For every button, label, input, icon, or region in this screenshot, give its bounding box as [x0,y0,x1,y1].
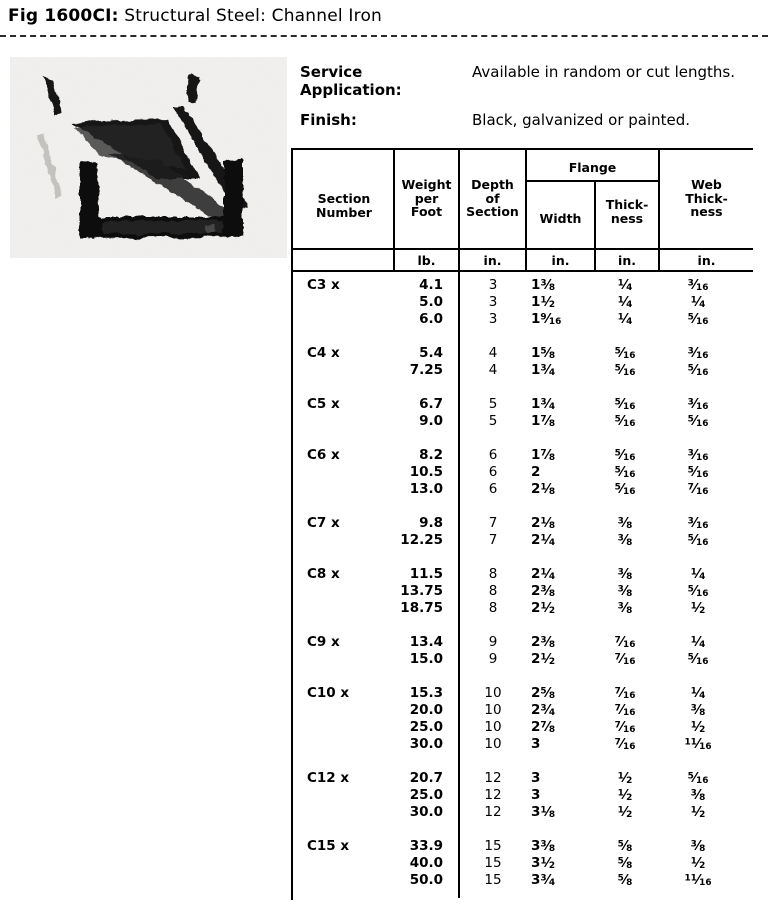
cell-depth-of-section: 10 [484,719,502,735]
cell-flange-thickness: $^3⁄_8$ [617,583,633,600]
header-flange-thickness-line2: ness [610,210,644,226]
header-width-label: Width [539,211,582,226]
units-width: in. [551,253,570,268]
cell-web-thickness: $^5⁄_{16}$ [687,362,709,379]
cell-flange-width: $1^5⁄_8$ [531,345,556,362]
table-row [293,736,755,753]
cell-depth-of-section: 8 [488,600,498,616]
header-weight-line2: per [414,190,439,206]
cell-section-number: C7 x [307,515,340,531]
cell-flange-thickness: $^5⁄_8$ [617,838,633,855]
cell-web-thickness: $^3⁄_{16}$ [687,277,709,294]
cell-flange-thickness: $^5⁄_{16}$ [614,345,636,362]
cell-flange-width: $2^1⁄_8$ [531,515,556,532]
cell-depth-of-section: 10 [484,702,502,718]
cell-flange-thickness: $^1⁄_2$ [617,770,633,787]
cell-flange-width: $2^3⁄_8$ [531,634,556,651]
cell-flange-width: $3^3⁄_8$ [531,838,556,855]
cell-weight-per-foot: 13.4 [409,634,443,650]
cell-depth-of-section: 8 [488,566,498,582]
cell-flange-thickness: $^3⁄_8$ [617,566,633,583]
cell-flange-width: $2^1⁄_2$ [531,600,556,617]
cell-flange-thickness: $^7⁄_{16}$ [614,651,636,668]
cell-flange-thickness: $^7⁄_{16}$ [614,634,636,651]
cell-web-thickness: $^7⁄_{16}$ [687,481,709,498]
cell-web-thickness: $^5⁄_{16}$ [687,651,709,668]
cell-weight-per-foot: 8.2 [419,447,443,463]
table-row [293,651,755,668]
cell-flange-width: $2^1⁄_4$ [531,532,556,549]
table-row [293,362,755,379]
cell-flange-thickness: $^5⁄_8$ [617,872,633,889]
cell-flange-thickness: $^5⁄_{16}$ [614,396,636,413]
cell-section-number: C15 x [307,838,350,854]
cell-flange-width: $1^9⁄_{16}$ [531,311,562,328]
header-weight-line3: Foot [410,204,443,219]
spec-row-service-application [300,63,760,99]
table-row [293,515,755,532]
cell-flange-width: 2 [531,464,541,480]
cell-web-thickness: $^3⁄_{16}$ [687,515,709,532]
header-flange-width [527,212,594,226]
cell-weight-per-foot: 6.0 [419,311,443,327]
header-web-line2: Thick- [685,190,728,206]
cell-flange-width: $1^3⁄_4$ [531,362,556,379]
service-application-label [300,63,472,99]
table-row [293,447,755,464]
cell-flange-width: $2^3⁄_4$ [531,702,556,719]
table-row [293,396,755,413]
cell-flange-thickness: $^5⁄_{16}$ [614,447,636,464]
cell-flange-thickness: $^7⁄_{16}$ [614,702,636,719]
title-divider [0,35,768,37]
cell-flange-width: $2^1⁄_8$ [531,481,556,498]
table-row [293,838,755,855]
header-section-number-line1: Section [317,191,371,206]
cell-flange-thickness: $^3⁄_8$ [617,532,633,549]
header-depth-line1: Depth [471,177,514,192]
cell-flange-thickness: $^1⁄_2$ [617,787,633,804]
cell-weight-per-foot: 15.0 [409,651,443,667]
cell-weight-per-foot: 15.3 [409,685,443,701]
cell-depth-of-section: 6 [488,464,498,480]
cell-flange-width: 3 [531,787,541,803]
service-application-label-line1: Service [300,63,363,81]
cell-web-thickness: $^3⁄_{16}$ [687,447,709,464]
spec-row-finish [300,111,760,129]
cell-web-thickness: $^5⁄_{16}$ [687,413,709,430]
cell-web-thickness: $^3⁄_8$ [690,787,706,804]
table-row [293,345,755,362]
table-row [293,600,755,617]
cell-web-thickness: $^1⁄_4$ [690,294,706,311]
cell-flange-width: $2^3⁄_8$ [531,583,556,600]
cell-flange-thickness: $^5⁄_{16}$ [614,464,636,481]
cell-web-thickness: $^1⁄_2$ [690,855,706,872]
header-weight-per-foot [395,178,458,219]
cell-flange-width: $1^1⁄_2$ [531,294,556,311]
cell-flange-thickness: $^7⁄_{16}$ [614,719,636,736]
table-row [293,634,755,651]
cell-weight-per-foot: 4.1 [419,277,443,293]
cell-flange-width: $1^7⁄_8$ [531,447,556,464]
cell-weight-per-foot: 5.0 [419,294,443,310]
cell-web-thickness: $^5⁄_{16}$ [687,770,709,787]
figure-title-text: Structural Steel: Channel Iron [118,6,383,26]
cell-flange-width: $3^1⁄_2$ [531,855,556,872]
finish-value: Black, galvanized or painted. [472,111,691,129]
cell-flange-width: $1^3⁄_8$ [531,277,556,294]
cell-section-number: C8 x [307,566,340,582]
cell-depth-of-section: 3 [488,311,498,327]
cell-weight-per-foot: 13.75 [400,583,443,599]
specification-block [300,63,760,131]
cell-weight-per-foot: 10.5 [409,464,443,480]
units-web-thickness: in. [697,253,716,268]
table-row [293,311,755,328]
table-row [293,277,755,294]
cell-weight-per-foot: 5.4 [419,345,443,361]
cell-flange-thickness: $^5⁄_{16}$ [614,481,636,498]
cell-weight-per-foot: 33.9 [409,838,443,854]
cell-section-number: C5 x [307,396,340,412]
cell-flange-thickness: $^7⁄_{16}$ [614,736,636,753]
table-row [293,294,755,311]
table-row [293,583,755,600]
cell-weight-per-foot: 25.0 [409,787,443,803]
cell-depth-of-section: 12 [484,770,502,786]
cell-flange-width: $1^7⁄_8$ [531,413,556,430]
cell-depth-of-section: 7 [488,532,498,548]
cell-web-thickness: $^5⁄_{16}$ [687,583,709,600]
header-web-line3: ness [690,204,723,219]
cell-weight-per-foot: 50.0 [409,872,443,888]
table-row [293,855,755,872]
cell-section-number: C12 x [307,770,350,786]
header-flange-thickness-line1: Thick- [605,197,649,212]
channel-iron-photo [10,57,287,258]
table-row [293,685,755,702]
cell-depth-of-section: 6 [488,481,498,497]
cell-depth-of-section: 5 [488,396,498,412]
cell-web-thickness: $^3⁄_{16}$ [687,396,709,413]
header-weight-line1: Weight [401,177,452,192]
cell-weight-per-foot: 11.5 [409,566,443,582]
cell-depth-of-section: 6 [488,447,498,463]
cell-web-thickness: $^{11}⁄_{16}$ [684,872,712,889]
cell-web-thickness: $^1⁄_4$ [690,634,706,651]
table-row [293,566,755,583]
cell-depth-of-section: 8 [488,583,498,599]
table-body [291,272,753,900]
cell-flange-thickness: $^1⁄_2$ [617,804,633,821]
cell-weight-per-foot: 12.25 [400,532,443,548]
table-row [293,702,755,719]
service-application-value: Available in random or cut lengths. [472,63,735,81]
cell-flange-width: $2^1⁄_4$ [531,566,556,583]
cell-weight-per-foot: 40.0 [409,855,443,871]
header-flange [527,161,658,175]
cell-web-thickness: $^1⁄_2$ [690,719,706,736]
cell-web-thickness: $^3⁄_8$ [690,838,706,855]
units-depth: in. [483,253,502,268]
cell-section-number: C9 x [307,634,340,650]
cell-flange-thickness: $^1⁄_4$ [617,277,633,294]
cell-weight-per-foot: 18.75 [400,600,443,616]
page-title [8,6,760,30]
cell-weight-per-foot: 6.7 [419,396,443,412]
cell-depth-of-section: 5 [488,413,498,429]
cell-web-thickness: $^3⁄_8$ [690,702,706,719]
table-row [293,804,755,821]
cell-flange-thickness: $^3⁄_8$ [617,515,633,532]
cell-web-thickness: $^{11}⁄_{16}$ [684,736,712,753]
cell-section-number: C4 x [307,345,340,361]
cell-depth-of-section: 15 [484,872,502,888]
cell-weight-per-foot: 30.0 [409,736,443,752]
cell-depth-of-section: 15 [484,855,502,871]
cell-flange-thickness: $^3⁄_8$ [617,600,633,617]
header-flange-thickness [596,198,658,225]
cell-web-thickness: $^5⁄_{16}$ [687,311,709,328]
cell-flange-thickness: $^1⁄_4$ [617,294,633,311]
table-row [293,532,755,549]
cell-depth-of-section: 12 [484,804,502,820]
units-weight: lb. [417,253,436,268]
header-depth-of-section [460,178,525,219]
cell-flange-thickness: $^5⁄_{16}$ [614,413,636,430]
cell-flange-width: $2^7⁄_8$ [531,719,556,736]
cell-web-thickness: $^1⁄_4$ [690,566,706,583]
table-row [293,787,755,804]
header-flange-label: Flange [568,160,617,175]
cell-flange-width: $3^1⁄_8$ [531,804,556,821]
cell-depth-of-section: 12 [484,787,502,803]
cell-depth-of-section: 9 [488,634,498,650]
cell-depth-of-section: 3 [488,294,498,310]
cell-depth-of-section: 7 [488,515,498,531]
cell-weight-per-foot: 30.0 [409,804,443,820]
cell-depth-of-section: 4 [488,345,498,361]
cell-web-thickness: $^5⁄_{16}$ [687,464,709,481]
finish-label: Finish: [300,111,357,129]
cell-web-thickness: $^3⁄_{16}$ [687,345,709,362]
cell-weight-per-foot: 9.0 [419,413,443,429]
cell-flange-width: $3^3⁄_4$ [531,872,556,889]
cell-depth-of-section: 15 [484,838,502,854]
cell-weight-per-foot: 13.0 [409,481,443,497]
cell-weight-per-foot: 20.7 [409,770,443,786]
table-units-row [291,250,753,272]
cell-depth-of-section: 9 [488,651,498,667]
cell-flange-thickness: $^1⁄_4$ [617,311,633,328]
header-web-line1: Web [691,177,722,192]
header-web-thickness [660,178,753,219]
table-row [293,872,755,889]
cell-section-number: C6 x [307,447,340,463]
cell-web-thickness: $^5⁄_{16}$ [687,532,709,549]
table-row [293,413,755,430]
cell-flange-width: $2^1⁄_2$ [531,651,556,668]
header-section-number [295,192,393,219]
cell-weight-per-foot: 25.0 [409,719,443,735]
cell-web-thickness: $^1⁄_2$ [690,600,706,617]
table-row [293,770,755,787]
table-row [293,464,755,481]
cell-depth-of-section: 10 [484,685,502,701]
service-application-label-line2: Application: [300,81,402,99]
channel-iron-illustration [10,57,287,258]
cell-depth-of-section: 3 [488,277,498,293]
header-depth-line3: Section [466,204,519,219]
table-row [293,481,755,498]
cell-web-thickness: $^1⁄_4$ [690,685,706,702]
cell-flange-thickness: $^5⁄_{16}$ [614,362,636,379]
cell-flange-width: $1^3⁄_4$ [531,396,556,413]
cell-flange-width: 3 [531,770,541,786]
table-row [293,719,755,736]
header-depth-line2: of [485,190,500,206]
cell-web-thickness: $^1⁄_2$ [690,804,706,821]
header-section-number-line2: Number [316,204,372,220]
cell-weight-per-foot: 9.8 [419,515,443,531]
flange-span-underline [525,180,658,182]
cell-section-number: C10 x [307,685,350,701]
figure-number: Fig 1600CI: [8,6,119,26]
cell-depth-of-section: 10 [484,736,502,752]
cell-weight-per-foot: 7.25 [409,362,443,378]
table-header [291,148,753,250]
cell-flange-width: $2^5⁄_8$ [531,685,556,702]
cell-flange-width: 3 [531,736,541,752]
cell-flange-thickness: $^5⁄_8$ [617,855,633,872]
channel-iron-dimensions-table [291,148,753,900]
cell-section-number: C3 x [307,277,340,293]
cell-weight-per-foot: 20.0 [409,702,443,718]
cell-flange-thickness: $^7⁄_{16}$ [614,685,636,702]
cell-depth-of-section: 4 [488,362,498,378]
units-flange-thickness: in. [618,253,636,268]
